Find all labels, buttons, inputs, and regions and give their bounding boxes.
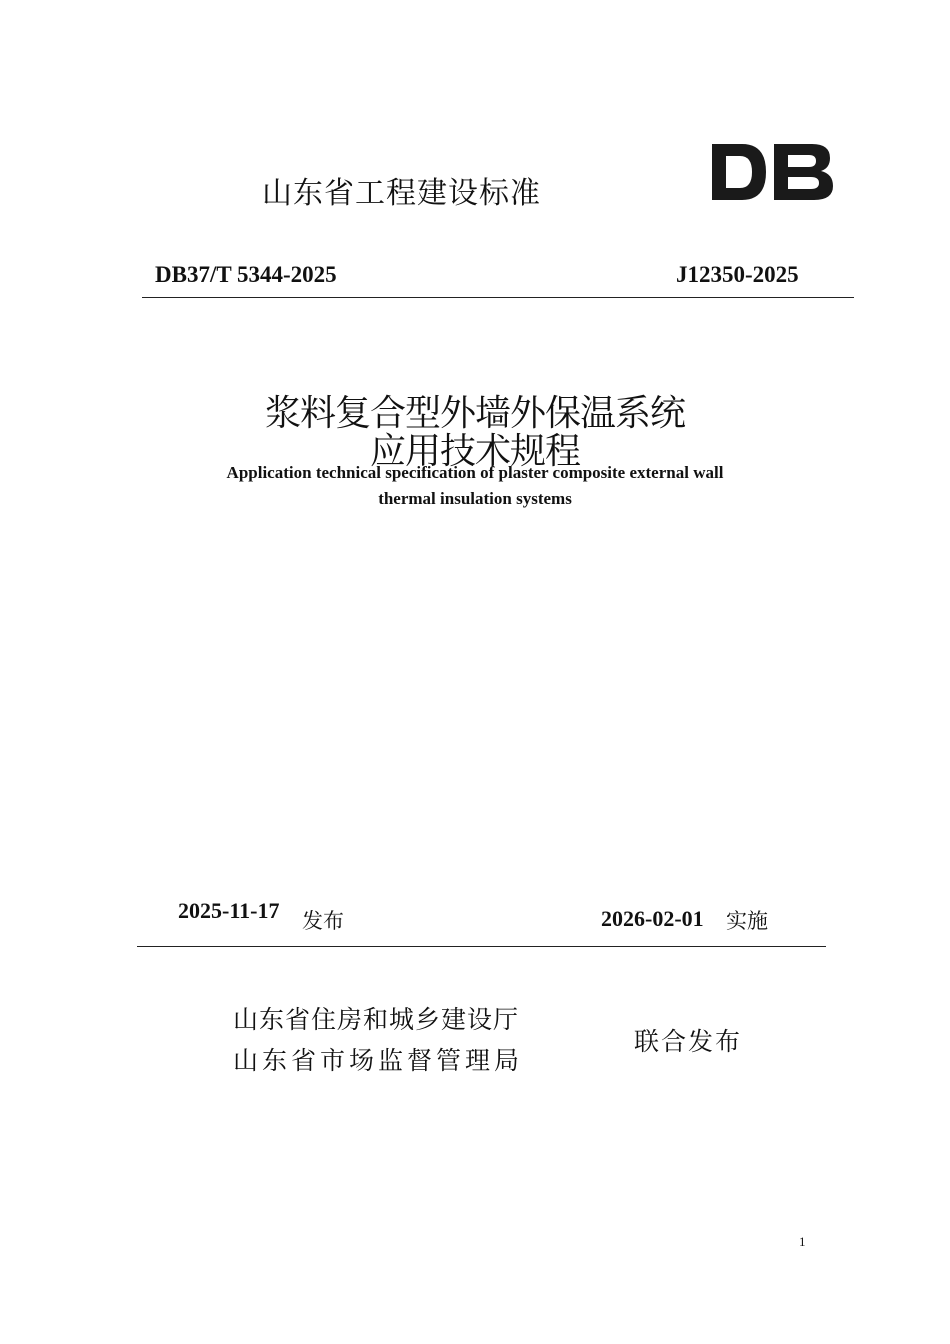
title-english-line-1: Application technical specification of plaster composite external wall xyxy=(226,463,724,482)
title-chinese-line-1: 浆料复合型外墙外保温系统 xyxy=(264,393,685,434)
bottom-divider xyxy=(137,946,826,947)
standard-number: DB37/T 5344-2025 xyxy=(155,262,337,287)
db-logo xyxy=(708,138,838,206)
title-english-line-2: thermal insulation systems xyxy=(378,489,572,508)
title-chinese-line-2: 应用技术规程 xyxy=(369,431,580,472)
issuer-housing-department: 山东省住房和城乡建设厅 xyxy=(233,1005,520,1034)
title-english xyxy=(165,460,785,512)
implement-label: 实施 xyxy=(726,909,768,933)
issuer-market-regulation: 山东省市场监督管理局 xyxy=(233,1046,524,1075)
implement-date: 2026-02-01 xyxy=(601,906,704,931)
top-divider xyxy=(142,297,854,298)
publish-date: 2025-11-17 xyxy=(178,898,280,923)
record-number: J12350-2025 xyxy=(676,262,799,287)
publish-label: 发布 xyxy=(302,909,344,933)
page-number: 1 xyxy=(799,1234,806,1249)
joint-issue-label: 联合发布 xyxy=(634,1027,743,1056)
standard-category-title: 山东省工程建设标准 xyxy=(262,176,541,211)
